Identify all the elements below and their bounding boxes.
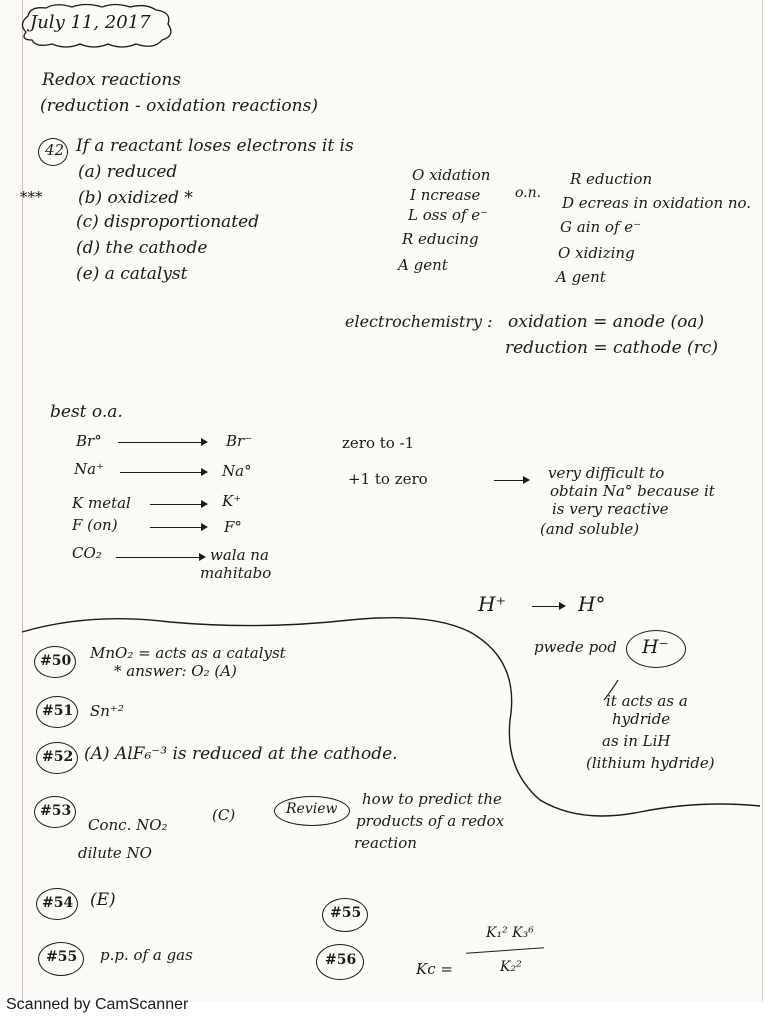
q42-stem: If a reactant loses electrons it is	[76, 136, 354, 156]
best-oa-note-1: very difficult to	[548, 464, 665, 482]
electrochem-line-1: oxidation = anode (oa)	[508, 312, 705, 332]
mnemonic-right-3: G ain of e⁻	[560, 218, 642, 236]
q42-option-a: (a) reduced	[78, 162, 178, 182]
electrochem-line-2: reduction = cathode (rc)	[505, 338, 718, 358]
date-text: July 11, 2017	[30, 12, 151, 33]
a50-line-2: * answer: O₂ (A)	[114, 662, 237, 680]
q42-option-e: (e) a catalyst	[76, 264, 188, 284]
a53-line-1: Conc. NO₂	[88, 816, 168, 834]
a52-answer: (A) AlF₆⁻³ is reduced at the cathode.	[84, 744, 398, 764]
hydride-note-1: it acts as a	[606, 692, 688, 710]
hydride-note-3: as in LiH	[602, 732, 671, 750]
mnemonic-left-4: R educing	[402, 230, 479, 248]
mnemonic-right-4: O xidizing	[558, 244, 635, 262]
a54-answer: (E)	[90, 890, 116, 910]
a52-number: #52	[42, 749, 74, 765]
a53-line-2: dilute NO	[78, 844, 152, 862]
mnemonic-left-5: A gent	[398, 256, 448, 274]
a56-number: #56	[325, 952, 357, 968]
q42-number: 42	[45, 141, 65, 159]
review-label: Review	[286, 801, 338, 817]
best-oa-row2-left: Na⁺	[74, 460, 104, 478]
hydride-eq-left: H⁺	[478, 592, 506, 616]
best-oa-change-1: zero to -1	[342, 434, 415, 452]
electrochem-label: electrochemistry :	[345, 312, 493, 331]
a55-number: #55	[46, 949, 78, 965]
best-oa-row5-right: wala na	[210, 546, 269, 564]
a53-choice: (C)	[212, 806, 236, 824]
best-oa-row4-left: F (on)	[72, 516, 118, 534]
scanner-watermark: Scanned by CamScanner	[6, 996, 189, 1013]
title-line-2: (reduction - oxidation reactions)	[40, 96, 318, 116]
best-oa-note-2: obtain Na° because it	[550, 482, 715, 500]
mnemonic-mid: o.n.	[515, 185, 542, 201]
mnemonic-left-2: I ncrease	[410, 186, 481, 204]
kc-label: Kc =	[416, 960, 453, 978]
best-oa-note-4: (and soluble)	[540, 520, 640, 538]
best-oa-co2-note: mahitabo	[200, 564, 272, 582]
kc-denominator: K₂²	[500, 959, 522, 975]
mnemonic-left-1: O xidation	[412, 166, 491, 184]
best-oa-row5-left: CO₂	[72, 544, 102, 562]
mnemonic-right-5: A gent	[556, 268, 606, 286]
best-oa-row4-right: F°	[224, 518, 242, 536]
review-note-1: how to predict the	[362, 790, 502, 808]
q42-option-c: (c) disproportionated	[76, 212, 260, 232]
kc-numerator: K₁² K₃⁶	[486, 925, 534, 941]
hydride-label: pwede pod	[534, 638, 617, 656]
a55-answer: p.p. of a gas	[100, 946, 193, 964]
q42-option-d: (d) the cathode	[76, 238, 208, 258]
best-oa-row3-right: K⁺	[222, 492, 242, 510]
hydride-ion: H⁻	[642, 636, 669, 658]
a50-number: #50	[40, 653, 72, 669]
q42-option-b: (b) oxidized *	[78, 188, 193, 208]
best-oa-change-2: +1 to zero	[348, 470, 428, 488]
q42-star-mark: ***	[20, 188, 43, 206]
best-oa-row1-right: Br⁻	[226, 432, 253, 450]
hydride-note-2: hydride	[612, 710, 671, 728]
mnemonic-right-2: D ecreas in oxidation no.	[562, 194, 752, 212]
mnemonic-right-1: R eduction	[570, 170, 653, 188]
a55b-number: #55	[330, 905, 362, 921]
review-note-2: products of a redox	[356, 812, 505, 830]
best-oa-row1-left: Br°	[76, 432, 102, 450]
title-line-1: Redox reactions	[42, 70, 181, 90]
a54-number: #54	[42, 895, 74, 911]
best-oa-heading: best o.a.	[50, 402, 123, 422]
a53-number: #53	[40, 803, 72, 819]
hydride-eq-right: H°	[578, 592, 606, 616]
a51-answer: Sn⁺²	[90, 702, 124, 720]
a51-number: #51	[42, 703, 74, 719]
review-note-3: reaction	[354, 834, 417, 852]
best-oa-row2-right: Na°	[222, 462, 252, 480]
a50-line-1: MnO₂ = acts as a catalyst	[90, 644, 286, 662]
best-oa-row3-left: K metal	[72, 494, 131, 512]
best-oa-note-3: is very reactive	[552, 500, 669, 518]
hydride-note-4: (lithium hydride)	[586, 754, 715, 772]
mnemonic-left-3: L oss of e⁻	[408, 206, 489, 224]
